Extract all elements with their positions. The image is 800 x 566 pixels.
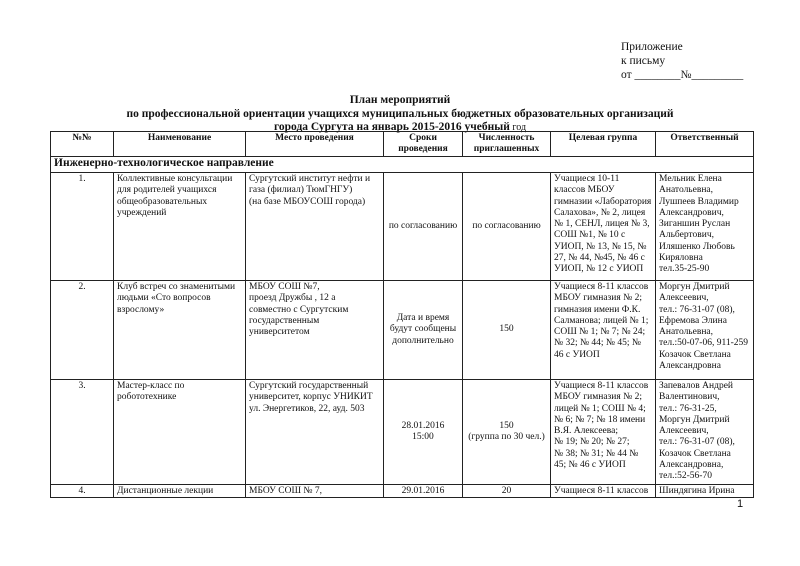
header-number: №№ [51,132,114,157]
event-target-group: Учащиеся 8-11 классов МБОУ гимназия № 2; гимназия имени Ф.К. Салманова; лицей № 1; СОШ № 1; № 7; № 24; № 32; № 44; № 45; № 46 с УИОП [551,281,656,380]
row-number: 4. [51,484,114,497]
event-name: Дистанционные лекции [114,484,246,497]
header-target-group: Целевая группа [551,132,656,157]
appendix-note [621,40,743,82]
appendix-line-3: от ________№_________ [621,69,744,81]
event-target-group: Учащиеся 8-11 классов [551,484,656,497]
event-target-group: Учащиеся 8-11 классов МБОУ гимназия № 2; лицей № 1; СОШ № 4; № 6; № 7; № 18 имени В.Я. Алексеева; № 19; № 20; № 27; № 38; № 31; № 44 № 45; № 46 с УИОП [551,380,656,485]
row-number: 2. [51,281,114,380]
event-place: МБОУ СОШ № 7, [246,484,384,497]
event-place: МБОУ СОШ №7, проезд Дружбы , 12 а совместно с Сургутским государственным университетом [246,281,384,380]
event-responsible: Моргун Дмитрий Алексеевич, тел.: 76-31-07 (08), Ефремова Элина Анатольевна, тел.:50-07-06, 911-259 Козачок Светлана Александровна [656,281,754,380]
event-responsible: Мельник Елена Анатольевна, Лушпеев Владимир Александрович, Зиганшин Руслан Альбертович, Иляшенко Любовь Киряловна тел.35-25-90 [656,173,754,281]
event-count: 150 (группа по 30 чел.) [463,380,551,485]
event-dates: 29.01.2016 [384,484,463,497]
events-plan-table [50,131,754,498]
title-line-1: План мероприятий [349,94,451,106]
page-number: 1 [737,498,744,510]
event-name: Клуб встреч со знаменитыми людьми «Сто вопросов взрослому» [114,281,246,380]
table-header-row [51,132,754,157]
event-count: 20 [463,484,551,497]
appendix-line-1: Приложение [621,41,683,53]
row-number: 1. [51,173,114,281]
row-number: 3. [51,380,114,485]
event-count: по согласованию [463,173,551,281]
event-place: Сургутский институт нефти и газа (филиал) ТюмГНГУ) (на базе МБОУСОШ города) [246,173,384,281]
document-title [80,94,720,135]
title-line-3-main: города Сургута на январь 2015-2016 учебный [273,121,510,133]
event-dates: Дата и время будут сообщены дополнительно [384,281,463,380]
header-responsible: Ответственный [656,132,754,157]
event-name: Мастер-класс по робототехнике [114,380,246,485]
event-place: Сургутский государственный университет, корпус УНИКИТ ул. Энергетиков, 22, ауд. 503 [246,380,384,485]
event-dates: 28.01.2016 15:00 [384,380,463,485]
table-row [51,380,754,485]
title-line-2: по профессиональной ориентации учащихся муниципальных бюджетных образовательных организаций [126,107,674,120]
header-place: Место проведения [246,132,384,157]
table-row [51,281,754,380]
table-row [51,173,754,281]
event-responsible: Запевалов Андрей Валентинович, тел.: 76-31-25, Моргун Дмитрий Алексеевич, тел.: 76-31-07 (08), Козачок Светлана Александровна, тел.:52-56-70 [656,380,754,485]
event-name: Коллективные консультации для родителей учащихся общеобразовательных учреждений [114,173,246,281]
event-responsible: Шиндягина Ирина [656,484,754,497]
section-title: Инженерно-технологическое направление [51,157,754,173]
appendix-line-2: к письму [621,55,666,67]
section-row [51,157,754,173]
event-target-group: Учащиеся 10-11 классов МБОУ гимназии «Лаборатория Салахова», № 2, лицея № 1, СЕНЛ, лицея № 3, СОШ №1, № 10 с УИОП, № 13, № 15, № 27, № 44, №45, № 46 с УИОП, № 12 с УИОП [551,173,656,281]
table-row [51,484,754,497]
event-dates: по согласованию [384,173,463,281]
event-count: 150 [463,281,551,380]
title-line-3-suffix: год [509,122,527,133]
header-name: Наименование [114,132,246,157]
header-dates: Сроки проведения [384,132,463,157]
header-count: Численность приглашенных [463,132,551,157]
